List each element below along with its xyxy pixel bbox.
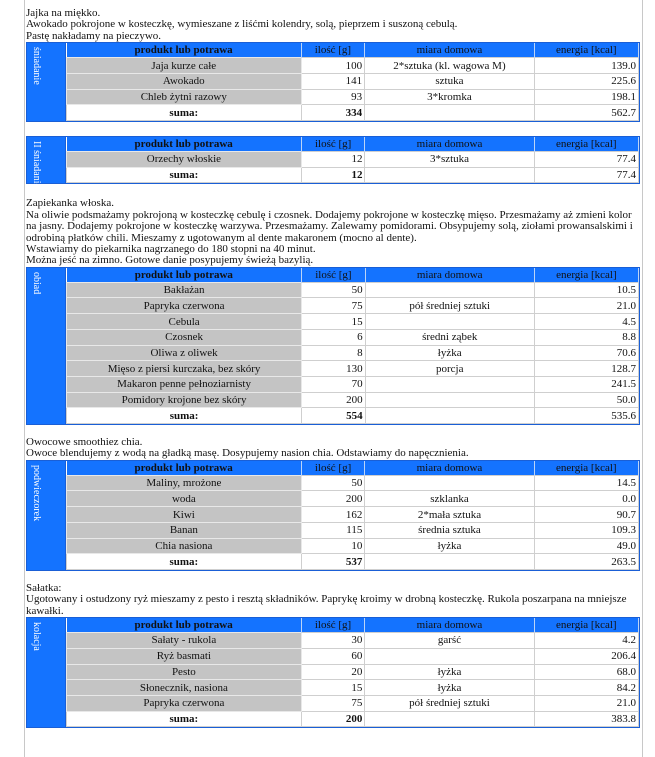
energy-value: 109.3 [534, 522, 638, 538]
amount-value: 12 [301, 151, 365, 167]
table-row [67, 89, 639, 105]
household-measure: łyżka [365, 538, 534, 554]
sum-household [365, 167, 534, 183]
energy-value: 50.0 [534, 392, 638, 408]
header-product: produkt lub potrawa [67, 43, 302, 58]
meal-table [26, 267, 640, 425]
table-row [67, 680, 639, 696]
description-line: Owoce blendujemy z wodą na gładką masę. Dosypujemy nasion chia. Odstawiamy do napęcznienia. [26, 447, 469, 460]
amount-value: 200 [302, 392, 366, 408]
header-household: miara domowa [365, 43, 534, 58]
sum-amount: 200 [301, 711, 365, 727]
amount-value: 8 [302, 345, 366, 361]
meal-label: II śniadanie [31, 140, 42, 188]
description-line: Na oliwie podsmażamy pokrojoną w kosteczkę cebulę i czosnek. Dodajemy pokrojone w kosteczkę mięso. Przesmażamy aż zmieni kolor na jasny. Dodajemy pokrojone w kosteczkę warzywa. Przesmażamy. Zalewamy pomidorami. Obsypujemy solą, ziołami prowansalskimi i odrobiną płatków chili. Mieszamy z ugotowanym al dente makaronem (mocno al dente). [26, 208, 633, 244]
product-name: Pesto [67, 664, 302, 680]
description-line: Owocowe smoothiez chia. [26, 435, 143, 448]
product-name: Chia nasiona [67, 538, 302, 554]
table-row [67, 151, 639, 167]
table-row [67, 376, 639, 392]
product-name: Sałaty - rukola [67, 633, 302, 649]
meal-label: śniadanie [31, 47, 42, 85]
product-name: woda [67, 491, 302, 507]
household-measure [365, 475, 534, 491]
sum-energy: 77.4 [534, 167, 638, 183]
header-product: produkt lub potrawa [67, 461, 302, 476]
household-measure [365, 392, 534, 408]
description-line: Awokado pokrojone w kosteczkę, wymieszane z liśćmi kolendry, solą, pieprzem i suszoną cebulą. [26, 18, 458, 31]
table-row [67, 392, 639, 408]
household-measure: garść [365, 633, 534, 649]
household-measure [365, 282, 534, 298]
header-household: miara domowa [365, 137, 534, 152]
table-header-row [67, 618, 639, 633]
meal-label-cell [27, 461, 66, 570]
meal-section [26, 8, 640, 122]
meal-label-cell [27, 43, 66, 121]
amount-value: 93 [301, 89, 365, 105]
energy-value: 4.2 [534, 633, 638, 649]
table-header-row [67, 137, 639, 152]
table-row [67, 633, 639, 649]
product-name: Maliny, mrożone [67, 475, 302, 491]
sum-amount: 554 [302, 408, 366, 424]
sum-row [67, 711, 639, 727]
header-household: miara domowa [365, 618, 534, 633]
table-row [67, 58, 639, 74]
table-row [67, 314, 639, 330]
description-line: Ugotowany i ostudzony ryż mieszamy z pesto i resztą składników. Paprykę kroimy w drobną kosteczkę. Rukola poszarpana na mniejsze kawałki. [26, 593, 627, 617]
product-name: Kiwi [67, 507, 302, 523]
energy-value: 68.0 [534, 664, 638, 680]
header-product: produkt lub potrawa [67, 268, 302, 283]
product-name: Oliwa z oliwek [67, 345, 302, 361]
page-right-border [642, 0, 643, 757]
table-row [67, 695, 639, 711]
meal-label: obiad [31, 271, 42, 294]
meal-section [26, 437, 640, 571]
household-measure: 2*sztuka (kl. wagowa M) [365, 58, 534, 74]
household-measure: porcja [365, 361, 534, 377]
meal-section [26, 198, 640, 425]
sum-energy: 263.5 [534, 554, 638, 570]
meal-label-cell [27, 268, 66, 424]
table-row [67, 282, 639, 298]
energy-value: 84.2 [534, 680, 638, 696]
meal-description [26, 437, 640, 460]
amount-value: 100 [301, 58, 365, 74]
table-row [67, 361, 639, 377]
sum-household [365, 105, 534, 121]
meal-table [26, 42, 640, 122]
meal-description [26, 8, 640, 42]
product-name: Awokado [67, 73, 302, 89]
table-row [67, 345, 639, 361]
energy-value: 49.0 [534, 538, 638, 554]
energy-value: 4.5 [534, 314, 638, 330]
header-amount: ilość [g] [301, 461, 365, 476]
amount-value: 30 [301, 633, 365, 649]
household-measure: 3*sztuka [365, 151, 534, 167]
household-measure [365, 648, 534, 664]
amount-value: 75 [301, 695, 365, 711]
meal-table [26, 617, 640, 728]
amount-value: 75 [302, 298, 366, 314]
sum-label: suma: [67, 711, 302, 727]
sum-household [365, 554, 534, 570]
energy-value: 10.5 [534, 282, 638, 298]
table-header-row [67, 268, 639, 283]
product-name: Papryka czerwona [67, 298, 302, 314]
household-measure [365, 376, 534, 392]
description-line: Wstawiamy do piekarnika nagrzanego do 180 stopni na 40 minut. [26, 242, 316, 255]
header-product: produkt lub potrawa [67, 137, 302, 152]
energy-value: 21.0 [534, 298, 638, 314]
amount-value: 50 [301, 475, 365, 491]
household-measure: 3*kromka [365, 89, 534, 105]
product-name: Mięso z piersi kurczaka, bez skóry [67, 361, 302, 377]
amount-value: 15 [302, 314, 366, 330]
household-measure: łyżka [365, 680, 534, 696]
header-amount: ilość [g] [302, 268, 366, 283]
meal-description [26, 583, 640, 617]
product-name: Bakłażan [67, 282, 302, 298]
nutrition-table [66, 268, 639, 424]
sum-label: suma: [67, 105, 302, 121]
household-measure: średni ząbek [365, 329, 534, 345]
meal-label: podwieczorek [31, 464, 42, 521]
header-amount: ilość [g] [301, 618, 365, 633]
meal-section [26, 136, 640, 188]
household-measure [365, 314, 534, 330]
household-measure: średnia sztuka [365, 522, 534, 538]
table-row [67, 73, 639, 89]
amount-value: 15 [301, 680, 365, 696]
sum-amount: 334 [301, 105, 365, 121]
meal-table [26, 136, 640, 188]
product-name: Banan [67, 522, 302, 538]
header-amount: ilość [g] [301, 43, 365, 58]
product-name: Pomidory krojone bez skóry [67, 392, 302, 408]
table-row [67, 491, 639, 507]
energy-value: 21.0 [534, 695, 638, 711]
header-amount: ilość [g] [301, 137, 365, 152]
household-measure: pół średniej sztuki [365, 695, 534, 711]
page-left-border [24, 0, 25, 757]
energy-value: 14.5 [534, 475, 638, 491]
header-energy: energia [kcal] [534, 43, 638, 58]
header-energy: energia [kcal] [534, 461, 638, 476]
header-energy: energia [kcal] [534, 137, 638, 152]
energy-value: 128.7 [534, 361, 638, 377]
sum-amount: 12 [301, 167, 365, 183]
amount-value: 20 [301, 664, 365, 680]
energy-value: 77.4 [534, 151, 638, 167]
household-measure: łyżka [365, 345, 534, 361]
energy-value: 90.7 [534, 507, 638, 523]
sum-energy: 383.8 [534, 711, 638, 727]
table-row [67, 475, 639, 491]
amount-value: 162 [301, 507, 365, 523]
energy-value: 8.8 [534, 329, 638, 345]
description-line: Zapiekanka włoska. [26, 197, 114, 210]
amount-value: 141 [301, 73, 365, 89]
table-row [67, 664, 639, 680]
product-name: Papryka czerwona [67, 695, 302, 711]
description-line: Można jeść na zimno. Gotowe danie posypujemy świeżą bazylią. [26, 254, 314, 267]
amount-value: 70 [302, 376, 366, 392]
nutrition-table [66, 461, 639, 570]
sum-amount: 537 [301, 554, 365, 570]
sum-row [67, 105, 639, 121]
meal-description [26, 198, 640, 266]
product-name: Makaron penne pełnoziarnisty [67, 376, 302, 392]
product-name: Jaja kurze całe [67, 58, 302, 74]
table-header-row [67, 43, 639, 58]
table-row [67, 538, 639, 554]
amount-value: 115 [301, 522, 365, 538]
nutrition-table [66, 618, 639, 727]
header-product: produkt lub potrawa [67, 618, 302, 633]
sum-row [67, 167, 639, 183]
energy-value: 0.0 [534, 491, 638, 507]
energy-value: 225.6 [534, 73, 638, 89]
energy-value: 206.4 [534, 648, 638, 664]
amount-value: 130 [302, 361, 366, 377]
sum-energy: 535.6 [534, 408, 638, 424]
amount-value: 6 [302, 329, 366, 345]
product-name: Orzechy włoskie [67, 151, 302, 167]
meal-label: kolacja [31, 622, 42, 651]
energy-value: 70.6 [534, 345, 638, 361]
energy-value: 241.5 [534, 376, 638, 392]
amount-value: 50 [302, 282, 366, 298]
household-measure: szklanka [365, 491, 534, 507]
sum-energy: 562.7 [534, 105, 638, 121]
household-measure: sztuka [365, 73, 534, 89]
household-measure: 2*mała sztuka [365, 507, 534, 523]
meal-section [26, 583, 640, 728]
energy-value: 139.0 [534, 58, 638, 74]
meal-plan-page [26, 8, 640, 728]
product-name: Cebula [67, 314, 302, 330]
household-measure: pół średniej sztuki [365, 298, 534, 314]
header-energy: energia [kcal] [534, 618, 638, 633]
sum-label: suma: [67, 167, 302, 183]
description-line: Jajka na miękko. [26, 7, 101, 19]
table-header-row [67, 461, 639, 476]
header-energy: energia [kcal] [534, 268, 638, 283]
sum-household [365, 711, 534, 727]
table-row [67, 522, 639, 538]
description-line: Pastę nakładamy na pieczywo. [26, 29, 162, 42]
table-row [67, 329, 639, 345]
sum-label: suma: [67, 408, 302, 424]
product-name: Chleb żytni razowy [67, 89, 302, 105]
sum-household [365, 408, 534, 424]
sum-row [67, 408, 639, 424]
amount-value: 60 [301, 648, 365, 664]
household-measure: łyżka [365, 664, 534, 680]
table-row [67, 507, 639, 523]
meal-label-cell [27, 137, 66, 188]
nutrition-table [66, 137, 639, 183]
header-household: miara domowa [365, 461, 534, 476]
meal-label-cell [27, 618, 66, 727]
header-household: miara domowa [365, 268, 534, 283]
sum-row [67, 554, 639, 570]
meal-table [26, 460, 640, 571]
nutrition-table [66, 43, 639, 121]
product-name: Słonecznik, nasiona [67, 680, 302, 696]
table-row [67, 648, 639, 664]
description-line: Sałatka: [26, 581, 62, 594]
amount-value: 10 [301, 538, 365, 554]
table-row [67, 298, 639, 314]
amount-value: 200 [301, 491, 365, 507]
sum-label: suma: [67, 554, 302, 570]
energy-value: 198.1 [534, 89, 638, 105]
product-name: Ryż basmati [67, 648, 302, 664]
product-name: Czosnek [67, 329, 302, 345]
